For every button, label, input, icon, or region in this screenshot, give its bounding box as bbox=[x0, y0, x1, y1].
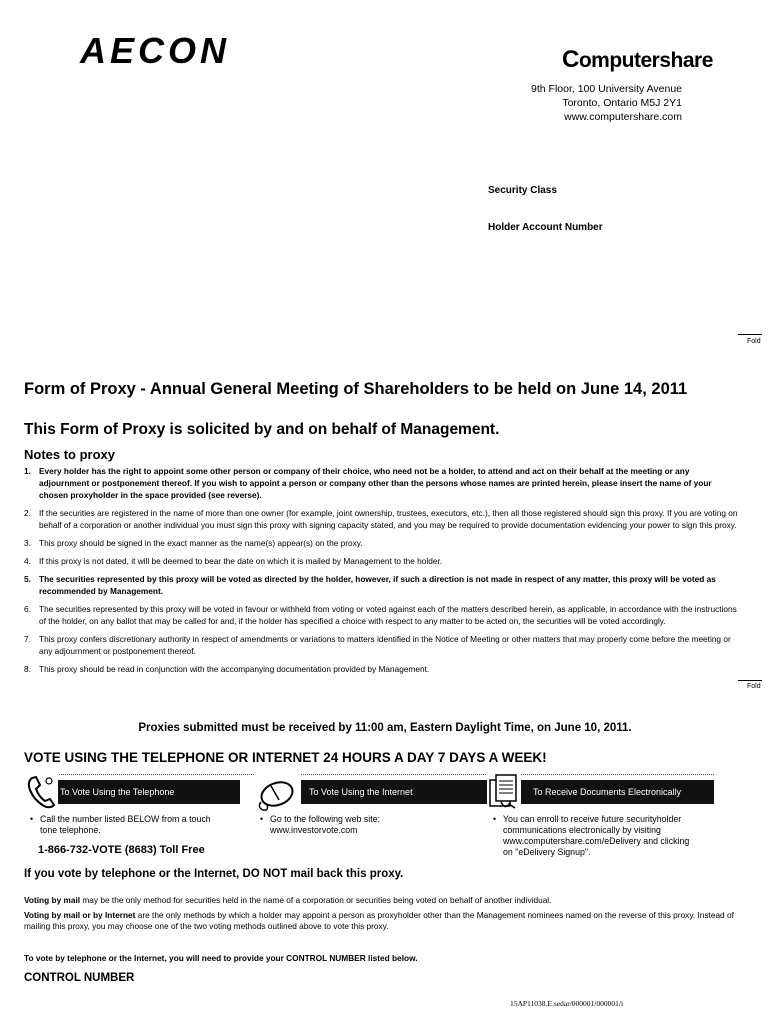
mail-p1-lead: Voting by mail bbox=[24, 895, 81, 905]
note-text: The securities represented by this proxy will be voted in favour or withheld from voting or voted against each of the matters described herein, as applicable, in accordance with the instructions of the holder, on any ballot that may be called for and, if the holder has specified a choice with respect to any matter to be acted on, the securities will be voted accordingly. bbox=[39, 604, 737, 626]
notes-heading: Notes to proxy bbox=[24, 447, 116, 462]
note-text: This proxy should be read in conjunction with the accompanying documentation provided by Management. bbox=[39, 664, 430, 674]
aecon-logo: AECON bbox=[80, 30, 231, 71]
electronic-bullet-text: You can enroll to receive future securityholder communications electronically by visiting www.computershare.com/eDelivery and clicking on "eDelivery Signup". bbox=[503, 814, 690, 857]
control-number-label: CONTROL NUMBER bbox=[24, 972, 135, 984]
computershare-logo-c: C bbox=[562, 46, 579, 73]
note-item bbox=[24, 633, 742, 657]
bullet-dot: • bbox=[260, 814, 264, 824]
internet-bullet bbox=[260, 814, 435, 836]
note-number: 2. bbox=[24, 508, 31, 518]
note-text: If this proxy is not dated, it will be deemed to bear the date on which it is mailed by Management to the holder. bbox=[39, 556, 443, 566]
note-item bbox=[24, 663, 742, 675]
holder-account-label: Holder Account Number bbox=[488, 222, 603, 233]
note-number: 8. bbox=[24, 664, 31, 674]
note-number: 1. bbox=[24, 466, 31, 476]
footer-code: 15AP11038.E.sedar/000001/000001/i bbox=[510, 999, 624, 1008]
internet-header-bar bbox=[287, 780, 497, 804]
control-number-note: To vote by telephone or the Internet, you will need to provide your CONTROL NUMBER listed below. bbox=[24, 953, 418, 963]
telephone-number: 1-866-732-VOTE (8683) Toll Free bbox=[38, 844, 205, 856]
solicited-title: This Form of Proxy is solicited by and on behalf of Management. bbox=[24, 421, 500, 438]
note-item bbox=[24, 507, 742, 531]
form-title: Form of Proxy - Annual General Meeting of Shareholders to be held on June 14, 2011 bbox=[24, 380, 688, 398]
notes-list bbox=[24, 465, 742, 681]
vote-rule bbox=[24, 774, 714, 775]
proxies-deadline: Proxies submitted must be received by 11:00 am, Eastern Daylight Time, on June 10, 2011. bbox=[138, 722, 632, 734]
electronic-bullet bbox=[493, 814, 698, 858]
bullet-dot: • bbox=[30, 814, 34, 824]
note-number: 5. bbox=[24, 574, 31, 584]
internet-header-label: To Vote Using the Internet bbox=[309, 787, 413, 797]
note-text: This proxy confers discretionary authority in respect of amendments or variations to matters identified in the Notice of Meeting or other matters that may properly come before the meeting or any adjournment or postponement thereof. bbox=[39, 634, 731, 656]
address-line-2: Toronto, Ontario M5J 2Y1 bbox=[562, 97, 682, 109]
note-item bbox=[24, 537, 742, 549]
note-number: 6. bbox=[24, 604, 31, 614]
fold-line-top bbox=[738, 334, 762, 335]
electronic-header-label: To Receive Documents Electronically bbox=[533, 787, 682, 797]
note-item bbox=[24, 573, 742, 597]
mail-p2-text: are the only methods by which a holder may appoint a person as proxyholder other than the Management nominees named on the reverse of this proxy. Instead of mailing this proxy, you may choose one of the two voting methods outlined above to vote this proxy. bbox=[24, 909, 734, 931]
telephone-icon bbox=[24, 772, 58, 817]
internet-bullet-text: Go to the following web site: www.investorvote.com bbox=[270, 814, 381, 835]
note-text: Every holder has the right to appoint some other person or company of their choice, who need not be a holder, to attend and act on their behalf at the meeting or any adjournment or postponement thereof. If you wish to appoint a person or company other than the persons whose names are printed herein, please insert the name of your chosen proxyholder in the space provided (see reverse). bbox=[39, 466, 712, 500]
note-number: 4. bbox=[24, 556, 31, 566]
telephone-header-label: To Vote Using the Telephone bbox=[60, 787, 175, 797]
note-number: 3. bbox=[24, 538, 31, 548]
computershare-logo-text: omputershare bbox=[578, 49, 713, 72]
do-not-mail-notice: If you vote by telephone or the Internet, DO NOT mail back this proxy. bbox=[24, 868, 404, 880]
note-text: This proxy should be signed in the exact manner as the name(s) appear(s) on the proxy. bbox=[39, 538, 363, 548]
mouse-icon bbox=[255, 774, 301, 817]
note-item bbox=[24, 603, 742, 627]
fold-label-top: Fold bbox=[747, 338, 761, 345]
telephone-header-bar bbox=[40, 780, 240, 804]
note-text: If the securities are registered in the name of more than one owner (for example, joint ownership, trustees, executors, etc.), then all those registered should sign this proxy. If you are voting on behalf of a corporation or another individual you must sign this proxy with signing capacity stated, and you may be required to provide documentation evidencing your power to sign this proxy. bbox=[39, 508, 738, 530]
mail-paragraph-1 bbox=[24, 895, 746, 907]
agent-address bbox=[470, 82, 682, 124]
documents-icon bbox=[487, 772, 521, 819]
note-item bbox=[24, 465, 742, 501]
fold-label-bottom: Fold bbox=[747, 683, 761, 690]
telephone-bullet bbox=[30, 814, 230, 836]
note-item bbox=[24, 555, 742, 567]
computershare-logo bbox=[562, 46, 713, 74]
mail-paragraph-2 bbox=[24, 910, 746, 933]
note-text: The securities represented by this proxy will be voted as directed by the holder, however, if such a direction is not made in respect of any matter, this proxy will be voted as recommended by Management. bbox=[39, 574, 716, 596]
mail-p2-lead: Voting by mail or by Internet bbox=[24, 909, 136, 920]
vote-heading: VOTE USING THE TELEPHONE OR INTERNET 24 HOURS A DAY 7 DAYS A WEEK! bbox=[24, 750, 547, 765]
security-class-label: Security Class bbox=[488, 185, 557, 196]
mail-p1-text: may be the only method for securities held in the name of a corporation or securities being voted on behalf of another individual. bbox=[80, 895, 552, 905]
bullet-dot: • bbox=[493, 814, 497, 824]
address-line-3: www.computershare.com bbox=[564, 111, 682, 123]
electronic-header-bar bbox=[515, 780, 714, 804]
address-line-1: 9th Floor, 100 University Avenue bbox=[531, 83, 682, 95]
mail-voting-info bbox=[24, 895, 746, 933]
note-number: 7. bbox=[24, 634, 31, 644]
telephone-bullet-text: Call the number listed BELOW from a touch tone telephone. bbox=[40, 814, 211, 835]
